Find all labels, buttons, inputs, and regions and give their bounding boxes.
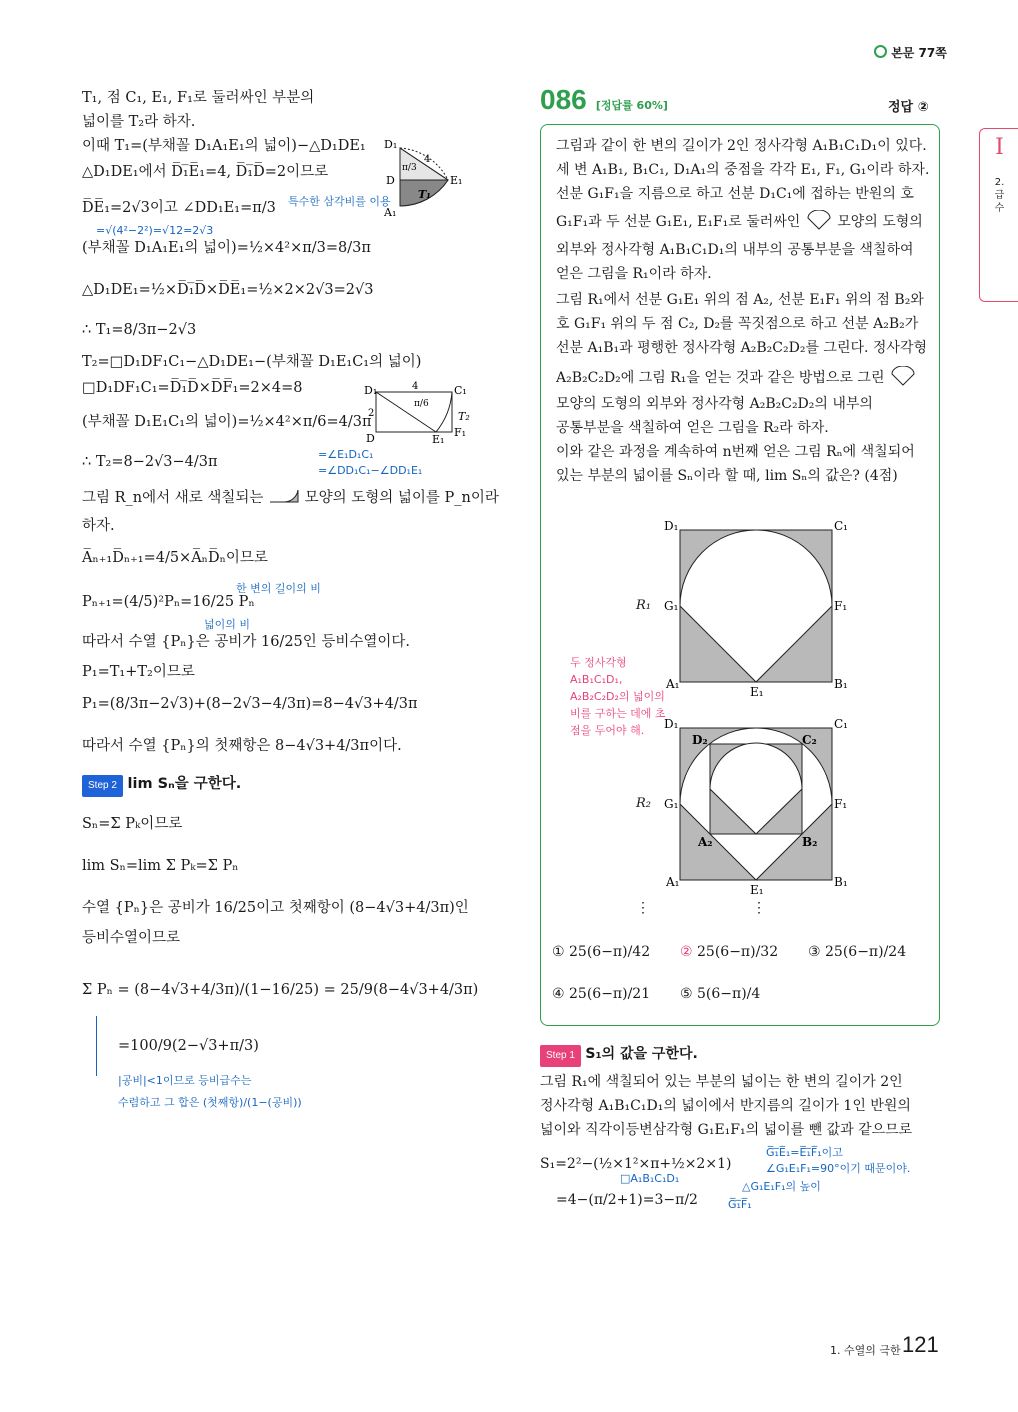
problem-header xyxy=(540,84,668,116)
fig1-a1: A₁ xyxy=(666,677,680,691)
sol-note-1: G̅₁̅E̅₁=E̅₁̅F̅₁이고 xyxy=(766,1146,843,1159)
fig2-e1: E₁ xyxy=(750,883,764,896)
problem-number: 086 xyxy=(540,84,587,115)
note-series-1: |공비|<1이므로 등비급수는 xyxy=(118,1074,252,1087)
dots-right: ⋮ xyxy=(752,900,766,916)
q-line-3: 선분 G₁F₁을 지름으로 하고 선분 D₁C₁에 접하는 반원의 호 xyxy=(556,186,914,202)
cone-shape-icon-2 xyxy=(889,366,917,386)
fig1-e1: E₁ xyxy=(750,685,764,696)
q-line-6: 얻은 그림을 R₁이라 하자. xyxy=(556,266,712,282)
left-line-17: 따라서 수열 {Pₙ}은 공비가 16/25인 등비수열이다. xyxy=(82,634,411,650)
left-line-25: Σ Pₙ = (8−4√3+4/3π)/(1−16/25) = 25/9(8−4√3+4/3π) xyxy=(82,982,479,998)
sol-line-2: 정사각형 A₁B₁C₁D₁의 넓이에서 반지름의 길이가 1인 반원의 xyxy=(540,1098,911,1114)
q-line-10 xyxy=(556,366,917,388)
left-line-7: △D₁DE₁=½×D̅₁̅D̅×D̅E̅₁=½×2×2√3=2√3 xyxy=(82,282,374,298)
fig2-d1: D₁ xyxy=(664,717,679,731)
label-d: D xyxy=(386,174,395,187)
choice-4[interactable]: ④ 25(6−π)/21 xyxy=(552,986,651,1002)
q-line-1: 그림과 같이 한 변의 길이가 2인 정사각형 A₁B₁C₁D₁이 있다. xyxy=(556,138,927,154)
q-line-4b: 모양의 도형의 xyxy=(837,214,923,230)
choice-5[interactable]: ⑤ 5(6−π)/4 xyxy=(680,986,761,1002)
label-t1: T₁ xyxy=(418,188,432,201)
left-line-18: P₁=T₁+T₂이므로 xyxy=(82,664,195,680)
left-line-26: =100/9(2−√3+π/3) xyxy=(118,1038,259,1054)
problem-answer: 정답 ② xyxy=(888,100,929,115)
label-r2: R₂ xyxy=(636,796,651,811)
fig2-b2: B₂ xyxy=(802,835,818,849)
note-sqrt: =√(4²−2²)=√12=2√3 xyxy=(96,224,214,237)
label-four: 4 xyxy=(424,154,431,165)
q-line-13: 이와 같은 과정을 계속하여 n번째 얻은 그림 Rₙ에 색칠되어 xyxy=(556,444,915,460)
page-number: 121 xyxy=(902,1332,939,1357)
fig1-c1: C₁ xyxy=(834,519,848,533)
sol-line-1: 그림 R₁에 색칠되어 있는 부분의 넓이는 한 변의 길이가 2인 xyxy=(540,1074,903,1090)
fig2-g1: G₁ xyxy=(664,797,679,811)
sector-diagram xyxy=(380,136,470,222)
side-tab-label: 2. 급수 xyxy=(994,177,1005,214)
fig2-c1: C₁ xyxy=(834,717,848,731)
left-line-16: Pₙ₊₁=(4/5)²Pₙ=16/25 Pₙ xyxy=(82,594,255,610)
label2-two: 2 xyxy=(368,408,375,419)
note-special-trig: 특수한 삼각비를 이용 xyxy=(288,195,391,208)
fig2-b1: B₁ xyxy=(834,875,848,889)
left-line-8: ∴ T₁=8/3π−2√3 xyxy=(82,322,197,338)
dots-left: ⋮ xyxy=(636,900,650,916)
step2-badge: Step 2 xyxy=(82,775,123,797)
label-d1: D₁ xyxy=(384,138,398,151)
left-line-21: Sₙ=Σ Pₖ이므로 xyxy=(82,816,183,832)
label2-pi6: π/6 xyxy=(414,399,429,409)
label2-t2: T₂ xyxy=(458,410,470,423)
label2-d1: D₁ xyxy=(364,384,378,397)
footer-chapter: 1. 수열의 극한 xyxy=(830,1344,901,1357)
left-line-23: 수열 {Pₙ}은 공비가 16/25이고 첫째항이 (8−4√3+4/3π)인 xyxy=(82,900,469,916)
fig2-a2: A₂ xyxy=(698,835,713,849)
rect-diagram xyxy=(358,380,476,446)
note-angle-1: =∠E₁D₁C₁ xyxy=(318,448,374,461)
cone-shape-icon xyxy=(805,210,833,230)
fig2-f1: F₁ xyxy=(834,797,848,811)
choice-2[interactable]: ② 25(6−π)/32 xyxy=(680,944,779,960)
figure-r2 xyxy=(660,714,860,896)
step1-title: S₁의 값을 구한다. xyxy=(585,1046,698,1062)
fig2-d2: D₂ xyxy=(692,733,708,747)
note-angle-2: =∠DD₁C₁−∠DD₁E₁ xyxy=(318,464,423,477)
fig2-a1: A₁ xyxy=(666,875,680,889)
fig1-g1: G₁ xyxy=(664,599,679,613)
left-line-20: 따라서 수열 {Pₙ}의 첫째항은 8−4√3+4/3π이다. xyxy=(82,738,402,754)
sol-note-3: □A₁B₁C₁D₁ xyxy=(620,1172,680,1185)
step1-badge: Step 1 xyxy=(540,1045,581,1067)
left-line-13 xyxy=(82,488,499,508)
left-line-6: (부채꼴 D₁A₁E₁의 넓이)=½×4²×π/3=8/3π xyxy=(82,240,371,256)
side-tab xyxy=(979,128,1018,302)
q-line-4a: G₁F₁과 두 선분 G₁E₁, E₁F₁로 둘러싸인 xyxy=(556,214,801,230)
step2-title: lim Sₙ을 구한다. xyxy=(127,776,242,792)
label-a1: A₁ xyxy=(384,206,397,219)
choice-3[interactable]: ③ 25(6−π)/24 xyxy=(808,944,907,960)
problem-rate: [정답률 60%] xyxy=(595,99,668,112)
fig1-f1: F₁ xyxy=(834,599,848,613)
label-r1: R₁ xyxy=(636,598,651,613)
q-line-5: 외부와 정사각형 A₁B₁C₁D₁의 내부의 공통부분을 색칠하여 xyxy=(556,242,914,258)
label2-e1: E₁ xyxy=(432,433,445,446)
choice-1[interactable]: ① 25(6−π)/42 xyxy=(552,944,651,960)
label2-d: D xyxy=(366,432,375,445)
left-line-13a: 그림 R_n에서 새로 색칠되는 xyxy=(82,490,264,506)
left-line-19: P₁=(8/3π−2√3)+(8−2√3−4/3π)=8−4√3+4/3π xyxy=(82,696,418,712)
page-ref: 본문 77쪽 xyxy=(874,44,947,61)
q-line-8: 호 G₁F₁ 위의 두 점 C₂, D₂를 꼭짓점으로 하고 선분 A₂B₂가 xyxy=(556,316,919,332)
sol-line-3: 넓이와 직각이등변삼각형 G₁E₁F₁의 넓이를 뺀 값과 같으므로 xyxy=(540,1122,913,1138)
figure-r1 xyxy=(660,516,860,696)
q-line-11: 모양의 도형의 외부와 정사각형 A₂B₂C₂D₂의 내부의 xyxy=(556,396,873,412)
q-line-7: 그림 R₁에서 선분 G₁E₁ 위의 점 A₂, 선분 E₁F₁ 위의 점 B₂와 xyxy=(556,292,924,308)
q-line-4 xyxy=(556,210,923,232)
left-line-1: T₁, 점 C₁, E₁, F₁로 둘러싸인 부분의 xyxy=(82,90,315,106)
step2-heading xyxy=(82,774,241,797)
sol-line-4: S₁=2²−(½×1²×π+½×2×1) xyxy=(540,1156,732,1172)
step1-heading xyxy=(540,1044,698,1067)
q-line-14: 있는 부분의 넓이를 Sₙ이라 할 때, lim Sₙ의 값은? (4점) xyxy=(556,468,898,484)
left-line-24: 등비수열이므로 xyxy=(82,930,181,946)
q-line-2: 세 변 A₁B₁, B₁C₁, D₁A₁의 중점을 각각 E₁, F₁, G₁이라 하자. xyxy=(556,162,930,178)
fig1-d1: D₁ xyxy=(664,519,679,533)
left-line-22: lim Sₙ=lim Σ Pₖ=Σ Pₙ xyxy=(82,858,239,874)
left-line-2: 넓이를 T₂라 하자. xyxy=(82,114,196,130)
left-line-9: T₂=□D₁DF₁C₁−△D₁DE₁−(부채꼴 D₁E₁C₁의 넓이) xyxy=(82,354,422,370)
bracket-line xyxy=(96,1016,97,1076)
sol-note-4: △G₁E₁F₁의 높이 xyxy=(742,1180,821,1193)
sol-line-5: =4−(π/2+1)=3−π/2 xyxy=(556,1192,698,1208)
fig2-c2: C₂ xyxy=(802,733,817,747)
left-line-10: □D₁DF₁C₁=D̅₁̅D̅×D̅F̅₁=2×4=8 xyxy=(82,380,303,396)
q-line-12: 공통부분을 색칠하여 얻은 그림을 R₂라 하자. xyxy=(556,420,829,436)
left-line-5: D̅E̅₁=2√3이고 ∠DD₁E₁=π/3 xyxy=(82,200,276,216)
label2-c1: C₁ xyxy=(454,384,467,397)
left-line-3: 이때 T₁=(부채꼴 D₁A₁E₁의 넓이)−△D₁DE₁ xyxy=(82,138,366,154)
side-tab-roman: I xyxy=(980,135,1018,160)
q-line-9: 선분 A₁B₁과 평행한 정사각형 A₂B₂C₂D₂를 그린다. 정사각형 xyxy=(556,340,927,356)
fig1-b1: B₁ xyxy=(834,677,848,691)
note-area-ratio: 넓이의 비 xyxy=(204,618,251,631)
left-line-14: 하자. xyxy=(82,518,115,534)
label2-four: 4 xyxy=(412,381,419,392)
circle-icon xyxy=(874,45,887,58)
q-line-10a: A₂B₂C₂D₂에 그림 R₁을 얻는 것과 같은 방법으로 그린 xyxy=(556,370,885,386)
sol-note-2: ∠G₁E₁F₁=90°이기 때문이야. xyxy=(766,1162,911,1175)
shaded-shape-icon xyxy=(268,488,300,504)
label2-f1: F₁ xyxy=(454,426,467,439)
left-line-15: A̅ₙ₊₁D̅ₙ₊₁=4/5×A̅ₙD̅ₙ이므로 xyxy=(82,550,268,566)
sol-note-5: G̅₁̅F̅₁ xyxy=(728,1198,752,1211)
left-line-4: △D₁DE₁에서 D̅₁̅E̅₁=4, D̅₁̅D̅=2이므로 xyxy=(82,164,329,180)
left-line-12: ∴ T₂=8−2√3−4/3π xyxy=(82,454,218,470)
figure-note: 두 정사각형 A₁B₁C₁D₁, A₂B₂C₂D₂의 넓이의 비를 구하는 데에 초점을 두어야 해. xyxy=(570,656,666,737)
label-pi3: π/3 xyxy=(402,163,417,173)
left-line-11: (부채꼴 D₁E₁C₁의 넓이)=½×4²×π/6=4/3π xyxy=(82,414,372,430)
left-line-13b: 모양의 도형의 넓이를 P_n이라 xyxy=(304,490,499,506)
note-length-ratio: 한 변의 길이의 비 xyxy=(236,582,321,595)
label-e1: E₁ xyxy=(450,174,463,187)
note-series-2: 수렴하고 그 합은 (첫째항)/(1−(공비)) xyxy=(118,1096,302,1109)
